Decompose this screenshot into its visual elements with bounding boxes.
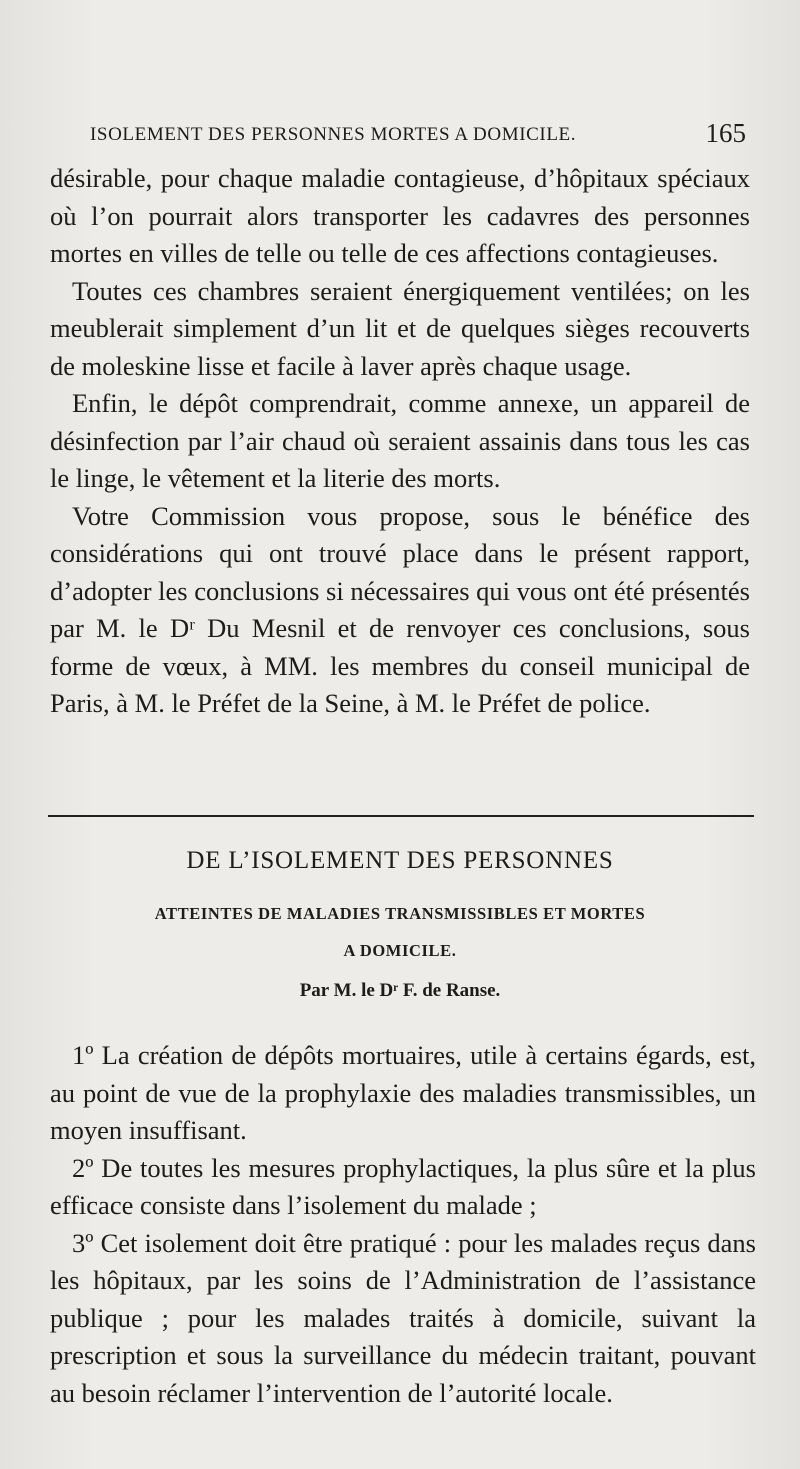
paragraph: Enfin, le dépôt comprendrait, comme annexe, un appareil de désinfection par l’air chaud où seraient assainis dans tous les cas le linge, le vêtement et la literie des morts.: [50, 388, 750, 493]
running-title: ISOLEMENT DES PERSONNES MORTES A DOMICILE.: [90, 124, 577, 145]
page-header: [90, 118, 750, 150]
author-byline: Par M. le Dʳ F. de Ranse.: [299, 980, 501, 1001]
section-title: DE L’ISOLEMENT DES PERSONNES: [186, 847, 614, 874]
page-number: 165: [705, 118, 746, 148]
conclusion-item: 1º La création de dépôts mortuaires, utile à certains égards, est, au point de vue de la prophylaxie des maladies transmissibles, un moyen insuffisant.: [50, 1040, 756, 1145]
conclusion-item: 3º Cet isolement doit être pratiqué : pour les malades reçus dans les hôpitaux, par les soins de l’Administration de l’assistance publique ; pour les malades traités à domicile, suivant la prescription et sous la surveillance du médecin traitant, pouvant au besoin réclamer l’intervention de l’autorité locale.: [50, 1227, 756, 1408]
paragraph: Toutes ces chambres seraient énergiquement ventilées; on les meublerait simplement d’un lit et de quelques sièges recouverts de moleskine lisse et facile à laver après chaque usage.: [50, 275, 750, 381]
conclusions-list: [50, 1037, 756, 1412]
section-subtitle: [50, 895, 750, 969]
paragraph: Votre Commission vous propose, sous le bénéfice des considérations qui ont trouvé place dans le présent rapport, d’adopter les conclusions si nécessaires qui vous ont été présentés par M. le Dʳ Du Mesnil et de renvoyer ces conclusions, sous forme de vœux, à MM. les membres du conseil municipal de Paris, à M. le Préfet de la Seine, à M. le Préfet de police.: [50, 500, 750, 718]
body-text: [50, 160, 750, 723]
section-subtitle-line: A DOMICILE.: [343, 941, 457, 960]
paragraph-continuation: désirable, pour chaque maladie contagieuse, d’hôpitaux spéciaux où l’on pourrait alors transporter les cadavres des personnes mortes en villes de telle ou telle de ces affections contagieuses.: [50, 163, 750, 268]
conclusion-item: 2º De toutes les mesures prophylactiques, la plus sûre et la plus efficace consiste dans l’isolement du malade ;: [50, 1152, 756, 1220]
section-divider: [48, 815, 754, 817]
section-subtitle-line: ATTEINTES DE MALADIES TRANSMISSIBLES ET MORTES: [154, 904, 646, 923]
